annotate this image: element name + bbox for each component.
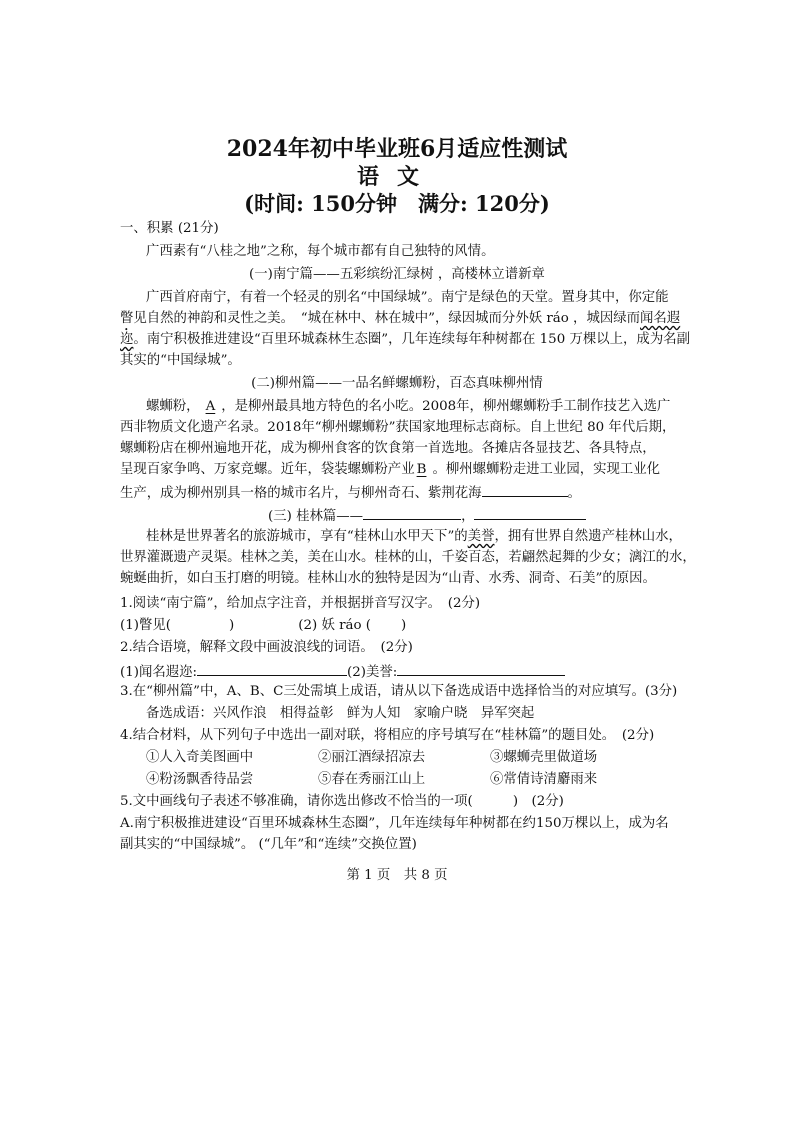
blank-b: B — [416, 462, 427, 477]
liuzhou-text: ，是柳州最具地方特色的名小吃。2008年，柳州螺蛳粉手工制作技艺入选广 — [221, 399, 671, 414]
question-3: 3.在“柳州篇”中，A、B、C三处需填上成语，请从以下备选成语中选择恰当的对应填写。(3分) — [120, 684, 678, 699]
guilin-line-2: 世界灌溉遗产灵渠。桂林之美，美在山水。桂林的山，千姿百态，若翩然起舞的少女；漓江的水， — [120, 550, 696, 565]
liuzhou-line-1 — [146, 398, 706, 416]
blank-c — [482, 482, 568, 497]
q1-a-label: (1)瞥见( — [120, 618, 171, 633]
page-footer: 第 1 页 共 8 页 — [346, 868, 448, 883]
wavy-word: 迩 — [120, 332, 134, 347]
liuzhou-text: 螺蛳粉， — [146, 399, 200, 414]
liuzhou-text: 。柳州螺蛳粉走进工业园，实现工业化 — [432, 462, 661, 477]
guilin-subheading-text: ， — [461, 509, 475, 524]
guilin-subheading — [268, 505, 794, 526]
liuzhou-line-5 — [120, 482, 680, 503]
couplet-option: ③螺蛳壳里做道场 — [490, 750, 598, 765]
nanning-line-4: 其实的“中国绿城”。 — [120, 353, 241, 368]
nanning-text: 广西首府南宁，有着一个轻灵的别名“中国绿城”。南宁是绿色的天堂。置身其中，你定能 — [146, 290, 669, 305]
couplet-option: ⑤春在秀丽江山上 — [318, 772, 426, 787]
couplet-option: ②丽江酒绿招凉去 — [318, 750, 426, 765]
q2-a-label: (1)闻名遐迩: — [120, 665, 198, 680]
guilin-text: 桂林是世界著名的旅游城市，享有“桂林山水甲天下”的 — [146, 529, 468, 544]
question-5-option-a-2: 副其实的“中国绿城”。 (“几年”和“连续”交换位置) — [120, 837, 417, 852]
question-2-answers — [120, 661, 680, 682]
couplet-option: ①人入奇美图画中 — [146, 750, 254, 765]
guilin-line-1 — [146, 528, 706, 546]
liuzhou-text: 呈现百家争鸣、万家竞螺。近年，袋装螺蛳粉产业 — [120, 462, 415, 477]
guilin-line-3: 蜿蜒曲折，如白玉打磨的明镜。桂林山水的独特是因为“山青、水秀、洞奇、石美”的原因。 — [120, 571, 656, 586]
guilin-text: ，拥有世界自然遗产桂林山水， — [494, 529, 682, 544]
guilin-subheading-text: (三) 桂林篇—— — [268, 509, 364, 524]
question-4-options-row-1 — [146, 749, 706, 767]
question-4-options-row-2 — [146, 771, 706, 789]
wavy-word: 闻名遐 — [640, 311, 681, 326]
nanning-line-3 — [120, 331, 690, 349]
nanning-line-1 — [146, 289, 706, 307]
question-4: 4.结合材料，从下列句子中选出一副对联，将相应的序号填写在“桂林篇”的题目处。 (2分) — [120, 728, 655, 743]
q2-b-answer-line[interactable] — [397, 661, 565, 676]
wavy-word: 美誉 — [467, 529, 495, 544]
liuzhou-line-3: 螺蛳粉店在柳州遍地开花，成为柳州食客的饮食第一首选地。各摊店各显技艺、各具特点， — [120, 441, 656, 456]
question-5: 5.文中画线句子表述不够准确，请你选出修改不恰当的一项( ) (2分) — [120, 794, 564, 809]
exam-title: 2024年初中毕业班6月适应性测试 — [226, 136, 568, 162]
question-5-option-a-1: A.南宁积极推进建设“百里环城森林生态圈”，几年连续每年种树都在约150万棵以上，成为名 — [120, 816, 669, 831]
nanning-text: 见自然的神韵和灵性之美。 “城在林中、林在城中”，绿因城而分外妖 ráo ，城因绿而 — [133, 311, 641, 326]
q2-a-answer-line[interactable] — [197, 661, 347, 676]
q1-b-close: ) — [401, 618, 407, 633]
question-2: 2.结合语境，解释文段中画波浪线的词语。 (2分) — [120, 640, 413, 655]
question-1: 1.阅读“南宁篇”，给加点字注音，并根据拼音写汉字。 (2分) — [120, 596, 481, 611]
liuzhou-line-4 — [120, 461, 680, 479]
q1-b-label: (2) 妖 ráo ( — [298, 618, 372, 633]
dotted-char: 瞥 — [120, 311, 134, 326]
q2-b-label: (2)美誉: — [347, 665, 398, 680]
liuzhou-line-2: 西非物质文化遗产名录。2018年“柳州螺蛳粉”获国家地理标志商标。自上世纪 80 年代后期， — [120, 420, 676, 435]
couplet-option: ⑥常倩诗清麝雨来 — [490, 772, 598, 787]
liuzhou-subheading: (二)柳州篇——一品名鲜螺蛳粉，百态真味柳州情 — [251, 376, 543, 391]
section-intro: 广西素有“八桂之地”之称，每个城市都有自己独特的风情。 — [146, 244, 495, 259]
couplet-blank-1 — [363, 505, 461, 520]
subject-title: 语文 — [356, 164, 437, 190]
q1-a-close: ) — [228, 618, 235, 633]
nanning-subheading: (一)南宁篇——五彩缤纷汇绿树 ，高楼林立谱新章 — [249, 267, 545, 282]
question-1-answers — [120, 617, 680, 635]
liuzhou-text: 。 — [567, 486, 581, 501]
liuzhou-text: 生产，成为柳州别具一格的城市名片，与柳州奇石、紫荆花海 — [120, 486, 482, 501]
couplet-option: ④粉汤飘香待品尝 — [146, 772, 254, 787]
nanning-text: 。南宁积极推进建设“百里环城森林生态圈”，几年连续每年种树都在 150 万棵以上，成为名副 — [133, 332, 690, 347]
time-info: (时间: 150分钟 满分: 120分) — [244, 191, 550, 216]
blank-a: A — [205, 399, 216, 414]
section-heading: 一、积累 (21分) — [120, 221, 219, 236]
couplet-blank-2 — [474, 505, 586, 520]
question-3-options: 备选成语：兴风作浪 相得益彰 鲜为人知 家喻户晓 异军突起 — [146, 706, 535, 721]
